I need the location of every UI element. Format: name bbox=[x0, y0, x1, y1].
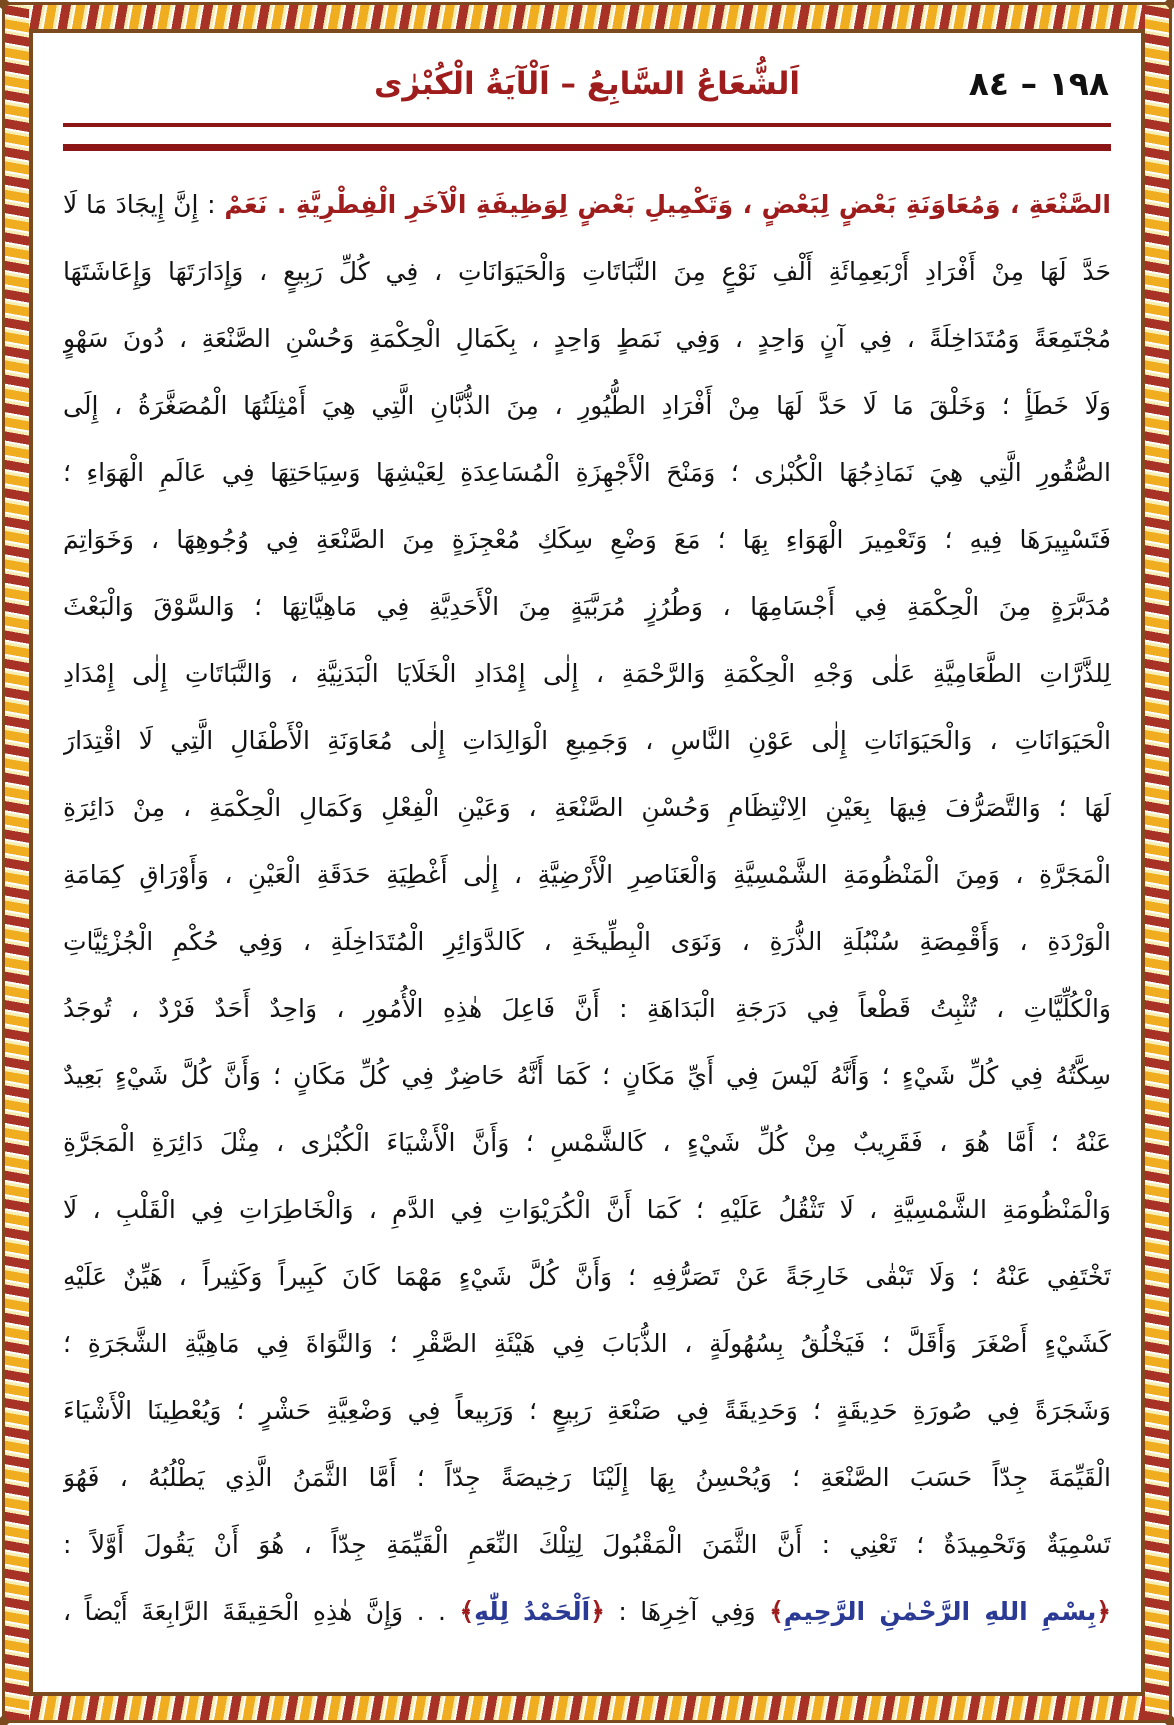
text-segment-black: تَخْتَفِي عَنْهُ ؛ وَلَا تَبْقٰى خَارِجَةً عَنْ تَصَرُّفِهِ ؛ وَأَنَّ كُلَّ شَيْءٍ مَهْمَا كَانَ كَبِيراً وَكَثِيراً ، هَيِّنٌ عَلَيْهِ bbox=[63, 1262, 1111, 1291]
ornamental-border-top bbox=[5, 5, 1169, 29]
corner-ornament-icon bbox=[1164, 0, 1174, 10]
corner-ornament-icon bbox=[1164, 1715, 1174, 1725]
text-segment-black: وَالْكُلِّيَّاتِ ، تُثْبِتُ قَطْعاً فِي دَرَجَةِ الْبَدَاهَةِ : أَنَّ فَاعِلَ هٰذِهِ الْأُمُورِ ، وَاحِدٌ أَحَدٌ فَرْدٌ ، تُوجَدُ bbox=[63, 994, 1111, 1023]
text-segment-blue: اَلْحَمْدُ لِلّٰهِ bbox=[474, 1597, 591, 1626]
text-segment-black: وَالْمَنْظُومَةِ الشَّمْسِيَّةِ ، لَا تَثْقُلُ عَلَيْهِ ؛ كَمَا أَنَّ الْكُرَيْوَاتِ فِي الدَّمِ ، وَالْخَاطِرَاتِ فِي الْقَلْبِ ، لَا bbox=[63, 1195, 1111, 1224]
text-line bbox=[63, 774, 1111, 841]
ornamental-border-right bbox=[1145, 5, 1169, 1720]
corner-ornament-icon bbox=[0, 0, 10, 10]
text-line bbox=[63, 439, 1111, 506]
text-line bbox=[63, 1243, 1111, 1310]
text-line bbox=[63, 305, 1111, 372]
text-segment-red: ﴾ bbox=[459, 1597, 475, 1626]
text-line bbox=[63, 1042, 1111, 1109]
text-line bbox=[63, 1377, 1111, 1444]
page-title: اَلشُّعَاعُ السَّابِعُ – اَلْآيَةُ الْكُبْرٰى bbox=[373, 66, 801, 102]
text-segment-black: وَفِي آخِرِهَا : bbox=[604, 1597, 770, 1626]
text-line bbox=[63, 1310, 1111, 1377]
text-segment-black: سِكَّتُهُ فِي كُلِّ شَيْءٍ ؛ وَأَنَّهُ لَيْسَ فِي أَيِّ مَكَانٍ ؛ كَمَا أَنَّهُ حَاضِرٌ فِي كُلِّ مَكَانٍ ؛ وَأَنَّ كُلَّ شَيْءٍ بَعِيدٌ bbox=[63, 1061, 1111, 1090]
text-segment-black: وَشَجَرَةً فِي صُورَةِ حَدِيقَةٍ ؛ وَحَدِيقَةً فِي صَنْعَةِ رَبِيعٍ ؛ وَرَبِيعاً فِي وَضْعِيَّةِ حَشْرٍ ؛ وَيُعْطِينَا الْأَشْيَاءَ bbox=[63, 1396, 1111, 1425]
text-segment-black: . . وَإِنَّ هٰذِهِ الْحَقِيقَةَ الرَّابِعَةَ أَيْضاً ، bbox=[63, 1597, 460, 1626]
text-line bbox=[63, 238, 1111, 305]
text-segment-black: الْحَيَوَانَاتِ ، وَالْحَيَوَانَاتِ إِلٰى عَوْنِ النَّاسِ ، وَجَمِيعِ الْوَالِدَاتِ إِلٰى مُعَاوَنَةِ الْأَطْفَالِ الَّتِي لَا اقْتِدَارَ bbox=[63, 726, 1111, 755]
text-segment-black: الْقَيِّمَةَ جِدّاً حَسَبَ الصَّنْعَةِ ؛ وَيُحْسِنُ بِهَا إِلَيْنَا رَخِيصَةً جِدّاً ؛ أَمَّا الثَّمَنُ الَّذِي يَطْلُبُهُ ، فَهُوَ bbox=[63, 1463, 1111, 1492]
text-segment-black: الْمَجَرَّةِ ، وَمِنَ الْمَنْظُومَةِ الشَّمْسِيَّةِ وَالْعَنَاصِرِ الْأَرْضِيَّةِ ، إِلٰى أَغْطِيَةِ حَدَقَةِ الْعَيْنِ ، وَأَوْرَاقِ كِمَامَةِ bbox=[63, 860, 1111, 889]
text-line bbox=[63, 975, 1111, 1042]
text-segment-black: لَهَا ؛ وَالتَّصَرُّفَ فِيهَا بِعَيْنِ الِانْتِظَامِ وَحُسْنِ الصَّنْعَةِ ، وَعَيْنِ الْفِعْلِ وَكَمَالِ الْحِكْمَةِ ، مِنْ دَائِرَةِ bbox=[63, 793, 1111, 822]
text-segment-black: كَشَيْءٍ أَصْغَرَ وَأَقَلَّ ؛ فَيَخْلُقُ بِسُهُولَةٍ ، الذُّبَابَ فِي هَيْئَةِ الصَّقْرِ ؛ وَالنَّوَاةَ فِي مَاهِيَّةِ الشَّجَرَةِ ؛ bbox=[63, 1329, 1111, 1358]
text-segment-black: مُجْتَمِعَةً وَمُتَدَاخِلَةً ، فِي آنٍ وَاحِدٍ ، وَفِي نَمَطٍ وَاحِدٍ ، بِكَمَالِ الْحِكْمَةِ وَحُسْنِ الصَّنْعَةِ ، دُونَ سَهْوٍ bbox=[63, 324, 1111, 353]
ornamental-border-bottom bbox=[5, 1696, 1169, 1720]
text-segment-black: عَنْهُ ؛ أَمَّا هُوَ ، فَقَرِيبٌ مِنْ كُلِّ شَيْءٍ ، كَالشَّمْسِ ؛ وَأَنَّ الْأَشْيَاءَ الْكُبْرٰى ، مِثْلَ دَائِرَةِ الْمَجَرَّةِ bbox=[63, 1128, 1111, 1157]
text-segment-black: مُدَبَّرَةٍ مِنَ الْحِكْمَةِ فِي أَجْسَامِهَا ، وَطُرُزٍ مُرَبَّيَةٍ مِنَ الْأَحَدِيَّةِ فِي مَاهِيَّاتِهَا ؛ وَالسَّوْقَ وَالْبَعْثَ bbox=[63, 592, 1111, 621]
text-segment-red: ﴿ bbox=[590, 1597, 605, 1626]
text-line bbox=[63, 1176, 1111, 1243]
ornamental-border-left bbox=[5, 5, 29, 1720]
text-line bbox=[63, 573, 1111, 640]
text-segment-red: الصَّنْعَةِ ، وَمُعَاوَنَةِ بَعْضٍ لِبَعْضٍ ، وَتَكْمِيلِ بَعْضٍ لِوَظِيفَةِ الْآخَرِ الْفِطْرِيَّةِ . نَعَمْ bbox=[224, 190, 1111, 219]
page-numbers: ١٩٨ – ٨٤ bbox=[968, 64, 1109, 103]
text-line bbox=[63, 1578, 1111, 1645]
header-divider bbox=[63, 123, 1111, 151]
text-line bbox=[63, 171, 1111, 238]
text-line bbox=[63, 841, 1111, 908]
text-line bbox=[63, 372, 1111, 439]
text-line bbox=[63, 1511, 1111, 1578]
text-segment-black: : إِنَّ إِيجَادَ مَا لَا bbox=[63, 190, 225, 219]
text-segment-black: تَسْمِيَةٌ وَتَحْمِيدَةٌ ؛ تَعْنِي : أَنَّ الثَّمَنَ الْمَقْبُولَ لِتِلْكَ النِّعَمِ الْقَيِّمَةِ جِدّاً ، هُوَ أَنْ يَقُولَ أَوَّلاً : bbox=[63, 1530, 1111, 1559]
corner-ornament-icon bbox=[0, 1715, 10, 1725]
page-content bbox=[33, 33, 1141, 1692]
page-header bbox=[63, 49, 1111, 119]
text-line bbox=[63, 1444, 1111, 1511]
text-segment-black: فَتَسْيِيرَهَا فِيهِ ؛ وَتَعْمِيرَ الْهَوَاءِ بِهَا ؛ مَعَ وَضْعِ سِكَكِ مُعْجِزَةٍ مِنَ الصَّنْعَةِ فِي وُجُوهِهَا ، وَخَوَاتِمَ bbox=[63, 525, 1111, 554]
text-segment-blue: بِسْمِ اللهِ الرَّحْمٰنِ الرَّحِيمِ bbox=[783, 1597, 1097, 1626]
text-segment-black: وَلَا خَطَأٍ ؛ وَخَلْقَ مَا لَا حَدَّ لَهَا مِنْ أَفْرَادِ الطُّيُورِ ، مِنَ الذُّبَّانِ الَّتِي هِيَ أَمْثِلَتُهَا الْمُصَغَّرَةُ ، إِلَى bbox=[63, 391, 1111, 420]
text-segment-black: لِلذَّرَّاتِ الطَّعَامِيَّةِ عَلٰى وَجْهِ الْحِكْمَةِ وَالرَّحْمَةِ ، إِلٰى إِمْدَادِ الْخَلَايَا الْبَدَنِيَّةِ ، وَالنَّبَاتَاتِ إِلٰى إِمْدَادِ bbox=[63, 659, 1111, 688]
text-segment-red: ﴾ bbox=[769, 1597, 784, 1626]
text-line bbox=[63, 908, 1111, 975]
text-segment-red: ﴿ bbox=[1096, 1597, 1111, 1626]
body-text bbox=[63, 171, 1111, 1645]
text-line bbox=[63, 1109, 1111, 1176]
text-line bbox=[63, 506, 1111, 573]
text-line bbox=[63, 640, 1111, 707]
text-line bbox=[63, 707, 1111, 774]
text-segment-black: الصُّقُورِ الَّتِي هِيَ نَمَاذِجُهَا الْكُبْرٰى ؛ وَمَنْحَ الْأَجْهِزَةِ الْمُسَاعِدَةِ لِعَيْشِهَا وَسِيَاحَتِهَا فِي عَالَمِ الْهَوَاءِ ؛ bbox=[63, 458, 1111, 487]
text-segment-black: حَدَّ لَهَا مِنْ أَفْرَادِ أَرْبَعِمِائَةِ أَلْفِ نَوْعٍ مِنَ النَّبَاتَاتِ وَالْحَيَوَانَاتِ ، فِي كُلِّ رَبِيعٍ ، وَإِدَارَتَهَا وَإِعَاشَتَهَا bbox=[63, 257, 1111, 286]
text-segment-black: الْوَرْدَةِ ، وَأَقْمِصَةِ سُنْبُلَةِ الذُّرَةِ ، وَنَوَى الْبِطِّيخَةِ ، كَالدَّوَائِرِ الْمُتَدَاخِلَةِ ، وَفِي حُكْمِ الْجُزْئِيَّاتِ bbox=[63, 927, 1111, 956]
